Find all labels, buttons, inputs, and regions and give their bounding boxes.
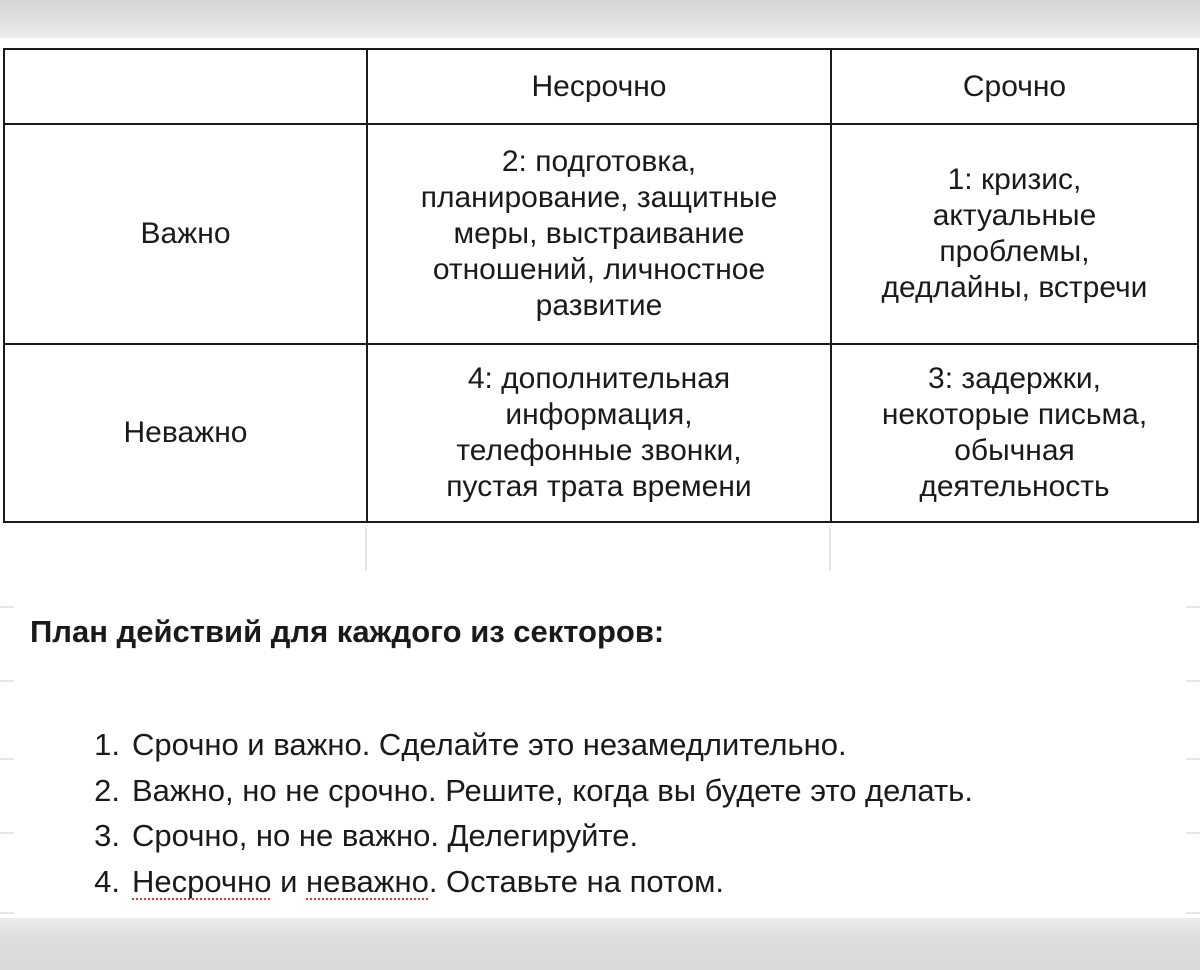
grid-guide <box>0 758 14 760</box>
grid-guide <box>0 680 14 682</box>
plan-title: План действий для каждого из секторов: <box>30 614 665 649</box>
bottom-photo-edge <box>0 918 1200 970</box>
matrix-corner-cell <box>4 49 367 124</box>
list-item <box>32 722 1182 768</box>
row-label-unimportant: Неважно <box>4 344 367 522</box>
list-item-number: 3. <box>94 818 120 854</box>
eisenhower-matrix <box>3 48 1199 523</box>
header-urgent: Срочно <box>831 49 1198 124</box>
list-item <box>32 859 1182 905</box>
list-item-text: Срочно и важно. Сделайте это незамедлительно. <box>132 727 847 762</box>
list-item-number: 2. <box>94 772 120 808</box>
header-not-urgent: Несрочно <box>367 49 831 124</box>
list-item-text: Срочно, но не важно. Делегируйте. <box>132 818 639 854</box>
list-item-text-part: . Оставьте на потом. <box>428 863 724 899</box>
grid-guide <box>0 832 14 834</box>
row-label-important: Важно <box>4 124 367 344</box>
grid-guide <box>1186 680 1200 682</box>
spellcheck-word: неважно <box>306 863 429 899</box>
grid-guide <box>0 606 14 608</box>
spellcheck-word: Несрочно <box>132 863 272 899</box>
list-item-text: Важно, но не срочно. Решите, когда вы будете это делать. <box>132 772 973 808</box>
list-item <box>32 768 1182 814</box>
top-photo-edge <box>0 0 1200 38</box>
list-item-text-part: и <box>271 863 306 899</box>
grid-guide <box>0 912 14 914</box>
grid-guide <box>1186 758 1200 760</box>
list-item-number: 1. <box>94 727 120 762</box>
matrix-row-unimportant <box>4 344 1198 522</box>
action-plan-list <box>32 722 1182 904</box>
matrix-row-important <box>4 124 1198 344</box>
grid-guide <box>365 528 367 570</box>
grid-guide <box>1186 832 1200 834</box>
quadrant-1-cell: 1: кризис, актуальные проблемы, дедлайны, встречи <box>831 124 1198 344</box>
grid-guide <box>829 528 831 570</box>
grid-guide <box>1186 606 1200 608</box>
quadrant-2-cell: 2: подготовка, планирование, защитные меры, выстраивание отношений, личностное развитие <box>367 124 831 344</box>
list-item <box>32 813 1182 859</box>
matrix-header-row <box>4 49 1198 124</box>
list-item-text <box>132 859 724 905</box>
quadrant-3-cell: 3: задержки, некоторые письма, обычная деятельность <box>831 344 1198 522</box>
list-item-number: 4. <box>94 863 120 899</box>
quadrant-4-cell: 4: дополнительная информация, телефонные звонки, пустая трата времени <box>367 344 831 522</box>
grid-guide <box>1186 912 1200 914</box>
